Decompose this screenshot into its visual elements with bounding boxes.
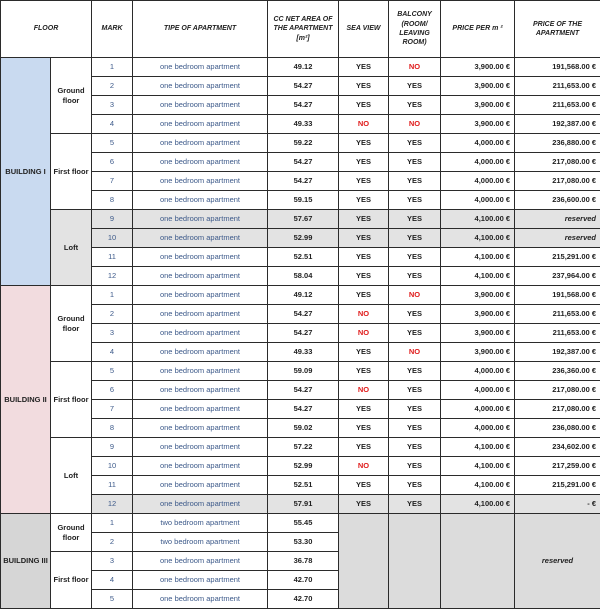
area-cell: 58.04 [268,267,339,286]
apartment-type-cell: one bedroom apartment [133,210,268,229]
header-row [1,1,600,58]
price-per-m2-cell: 4,100.00 € [441,210,515,229]
apartment-type-cell: one bedroom apartment [133,153,268,172]
area-cell: 53.30 [268,533,339,552]
table-row [1,438,600,457]
price-cell: 217,080.00 € [515,381,600,400]
header-mark: MARK [92,1,133,58]
apartment-type-cell: one bedroom apartment [133,134,268,153]
apartment-type-cell: one bedroom apartment [133,457,268,476]
price-cell: 211,653.00 € [515,77,600,96]
balcony-cell: NO [389,115,441,134]
sea-view-cell: YES [339,153,389,172]
apartment-type-cell: one bedroom apartment [133,400,268,419]
sea-view-cell: YES [339,210,389,229]
apartment-type-cell: two bedroom apartment [133,514,268,533]
apartment-type-cell: one bedroom apartment [133,286,268,305]
mark-cell: 9 [92,210,133,229]
price-per-m2-cell: 3,900.00 € [441,115,515,134]
mark-cell: 2 [92,77,133,96]
sea-view-cell: NO [339,324,389,343]
header-price: PRICE OF THE APARTMENT [515,1,600,58]
mark-cell: 4 [92,343,133,362]
apartment-type-cell: one bedroom apartment [133,172,268,191]
area-cell: 49.12 [268,58,339,77]
area-cell: 57.91 [268,495,339,514]
table-row [1,58,600,77]
price-cell: 211,653.00 € [515,305,600,324]
price-per-m2-cell: 4,000.00 € [441,419,515,438]
area-cell: 49.33 [268,115,339,134]
price-cell: 236,360.00 € [515,362,600,381]
balcony-cell: YES [389,362,441,381]
price-cell: 236,600.00 € [515,191,600,210]
mark-cell: 10 [92,229,133,248]
apartment-type-cell: one bedroom apartment [133,438,268,457]
apartment-type-cell: one bedroom apartment [133,476,268,495]
sea-view-cell: YES [339,286,389,305]
price-per-m2-cell: 4,000.00 € [441,153,515,172]
balcony-cell: NO [389,343,441,362]
price-cell: 215,291.00 € [515,476,600,495]
mark-cell: 11 [92,476,133,495]
price-per-m2-cell: 3,900.00 € [441,58,515,77]
price-per-m2-cell: 4,100.00 € [441,248,515,267]
table-row [1,362,600,381]
area-cell: 49.12 [268,286,339,305]
area-cell: 59.02 [268,419,339,438]
sea-view-cell: YES [339,58,389,77]
floor-label: First floor [51,134,92,210]
header-type: TIPE OF APARTMENT [133,1,268,58]
price-per-m2-cell: 4,000.00 € [441,191,515,210]
mark-cell: 12 [92,495,133,514]
price-cell: 217,080.00 € [515,153,600,172]
price-cell: 217,080.00 € [515,172,600,191]
price-cell: 217,080.00 € [515,400,600,419]
price-cell: 211,653.00 € [515,96,600,115]
mark-cell: 3 [92,324,133,343]
mark-cell: 5 [92,362,133,381]
apartment-type-cell: one bedroom apartment [133,381,268,400]
balcony-cell: YES [389,134,441,153]
mark-cell: 5 [92,590,133,609]
sea-view-cell: YES [339,96,389,115]
sea-view-cell: NO [339,457,389,476]
area-cell: 52.51 [268,248,339,267]
sea-view-cell: YES [339,362,389,381]
mark-cell: 7 [92,172,133,191]
price-per-m2-cell: 4,000.00 € [441,400,515,419]
price-per-m2-cell: 4,000.00 € [441,172,515,191]
price-per-m2-cell: 4,100.00 € [441,438,515,457]
price-per-m2-cell: 4,000.00 € [441,381,515,400]
area-cell: 42.70 [268,571,339,590]
mark-cell: 6 [92,153,133,172]
price-per-m2-cell: 4,000.00 € [441,362,515,381]
area-cell: 59.09 [268,362,339,381]
apartment-type-cell: two bedroom apartment [133,533,268,552]
balcony-cell: NO [389,58,441,77]
area-cell: 54.27 [268,172,339,191]
balcony-cell: YES [389,191,441,210]
price-per-m2-cell: 3,900.00 € [441,286,515,305]
balcony-cell: NO [389,286,441,305]
price-per-m2-cell: 4,100.00 € [441,476,515,495]
balcony-cell: YES [389,495,441,514]
price-cell: 217,259.00 € [515,457,600,476]
apartment-type-cell: one bedroom apartment [133,305,268,324]
sea-view-empty [339,514,389,609]
price-cell: - € [515,495,600,514]
area-cell: 59.22 [268,134,339,153]
table-row [1,286,600,305]
sea-view-cell: NO [339,115,389,134]
price-per-m2-cell: 3,900.00 € [441,96,515,115]
area-cell: 57.67 [268,210,339,229]
building-label: BUILDING II [1,286,51,514]
area-cell: 54.27 [268,77,339,96]
apartment-type-cell: one bedroom apartment [133,495,268,514]
floor-label: Ground floor [51,286,92,362]
area-cell: 54.27 [268,381,339,400]
sea-view-cell: YES [339,77,389,96]
area-cell: 57.22 [268,438,339,457]
sea-view-cell: YES [339,476,389,495]
mark-cell: 4 [92,571,133,590]
sea-view-cell: YES [339,229,389,248]
balcony-cell: YES [389,248,441,267]
area-cell: 36.78 [268,552,339,571]
building-label: BUILDING III [1,514,51,609]
apartment-type-cell: one bedroom apartment [133,362,268,381]
mark-cell: 10 [92,457,133,476]
sea-view-cell: YES [339,191,389,210]
table-row [1,134,600,153]
mark-cell: 5 [92,134,133,153]
price-per-m2-cell: 3,900.00 € [441,77,515,96]
apartment-type-cell: one bedroom apartment [133,267,268,286]
balcony-cell: YES [389,210,441,229]
area-cell: 54.27 [268,96,339,115]
apartment-type-cell: one bedroom apartment [133,248,268,267]
mark-cell: 9 [92,438,133,457]
price-cell: 236,080.00 € [515,419,600,438]
mark-cell: 11 [92,248,133,267]
price-cell: reserved [515,229,600,248]
mark-cell: 4 [92,115,133,134]
mark-cell: 6 [92,381,133,400]
apartment-type-cell: one bedroom apartment [133,77,268,96]
floor-label: First floor [51,362,92,438]
floor-label: Loft [51,210,92,286]
balcony-cell: YES [389,476,441,495]
area-cell: 54.27 [268,400,339,419]
balcony-cell: YES [389,267,441,286]
header-floor: FLOOR [1,1,92,58]
price-cell: 192,387.00 € [515,343,600,362]
table-row [1,210,600,229]
price-cell: 215,291.00 € [515,248,600,267]
area-cell: 54.27 [268,305,339,324]
price-per-m2-cell: 3,900.00 € [441,324,515,343]
sea-view-cell: YES [339,343,389,362]
sea-view-cell: YES [339,134,389,153]
balcony-cell: YES [389,381,441,400]
reserved-label: reserved [515,514,600,609]
price-cell: 234,602.00 € [515,438,600,457]
apartment-type-cell: one bedroom apartment [133,324,268,343]
floor-label: Ground floor [51,58,92,134]
apartment-type-cell: one bedroom apartment [133,419,268,438]
area-cell: 59.15 [268,191,339,210]
area-cell: 54.27 [268,324,339,343]
area-cell: 54.27 [268,153,339,172]
apartment-type-cell: one bedroom apartment [133,571,268,590]
balcony-cell: YES [389,305,441,324]
apartment-type-cell: one bedroom apartment [133,229,268,248]
area-cell: 52.99 [268,229,339,248]
balcony-cell: YES [389,96,441,115]
area-cell: 52.51 [268,476,339,495]
balcony-cell: YES [389,153,441,172]
price-cell: 211,653.00 € [515,324,600,343]
header-price-per-m2: PRICE PER m ² [441,1,515,58]
price-per-m2-cell: 4,100.00 € [441,229,515,248]
floor-label: First floor [51,552,92,609]
balcony-cell: YES [389,172,441,191]
table-row [1,514,600,533]
sea-view-cell: YES [339,267,389,286]
header-area: CC NET AREA OF THE APARTMENT [m²] [268,1,339,58]
mark-cell: 3 [92,552,133,571]
price-per-m2-cell: 3,900.00 € [441,343,515,362]
apartment-type-cell: one bedroom apartment [133,115,268,134]
balcony-cell: YES [389,419,441,438]
area-cell: 49.33 [268,343,339,362]
mark-cell: 8 [92,419,133,438]
floor-label: Ground floor [51,514,92,552]
balcony-cell: YES [389,457,441,476]
balcony-cell: YES [389,400,441,419]
balcony-cell: YES [389,438,441,457]
price-cell: 236,880.00 € [515,134,600,153]
apartment-type-cell: one bedroom apartment [133,191,268,210]
price-per-m2-empty [441,514,515,609]
building-label: BUILDING I [1,58,51,286]
sea-view-cell: YES [339,172,389,191]
sea-view-cell: YES [339,495,389,514]
mark-cell: 1 [92,286,133,305]
mark-cell: 7 [92,400,133,419]
mark-cell: 1 [92,58,133,77]
price-cell: 191,568.00 € [515,58,600,77]
balcony-empty [389,514,441,609]
apartment-type-cell: one bedroom apartment [133,590,268,609]
apartment-type-cell: one bedroom apartment [133,552,268,571]
apartment-type-cell: one bedroom apartment [133,58,268,77]
sea-view-cell: YES [339,248,389,267]
sea-view-cell: YES [339,400,389,419]
mark-cell: 2 [92,305,133,324]
price-cell: 237,964.00 € [515,267,600,286]
price-per-m2-cell: 4,000.00 € [441,134,515,153]
sea-view-cell: NO [339,381,389,400]
area-cell: 52.99 [268,457,339,476]
sea-view-cell: YES [339,419,389,438]
price-cell: reserved [515,210,600,229]
header-balcony: BALCONY (ROOM/ LEAVING ROOM) [389,1,441,58]
price-per-m2-cell: 4,100.00 € [441,267,515,286]
area-cell: 42.70 [268,590,339,609]
balcony-cell: YES [389,324,441,343]
mark-cell: 3 [92,96,133,115]
mark-cell: 12 [92,267,133,286]
area-cell: 55.45 [268,514,339,533]
price-per-m2-cell: 4,100.00 € [441,495,515,514]
price-cell: 192,387.00 € [515,115,600,134]
price-per-m2-cell: 4,100.00 € [441,457,515,476]
apartment-type-cell: one bedroom apartment [133,343,268,362]
sea-view-cell: YES [339,438,389,457]
balcony-cell: YES [389,229,441,248]
price-cell: 191,568.00 € [515,286,600,305]
sea-view-cell: NO [339,305,389,324]
header-sea-view: SEA VIEW [339,1,389,58]
balcony-cell: YES [389,77,441,96]
apartment-type-cell: one bedroom apartment [133,96,268,115]
price-per-m2-cell: 3,900.00 € [441,305,515,324]
mark-cell: 1 [92,514,133,533]
floor-label: Loft [51,438,92,514]
mark-cell: 2 [92,533,133,552]
mark-cell: 8 [92,191,133,210]
